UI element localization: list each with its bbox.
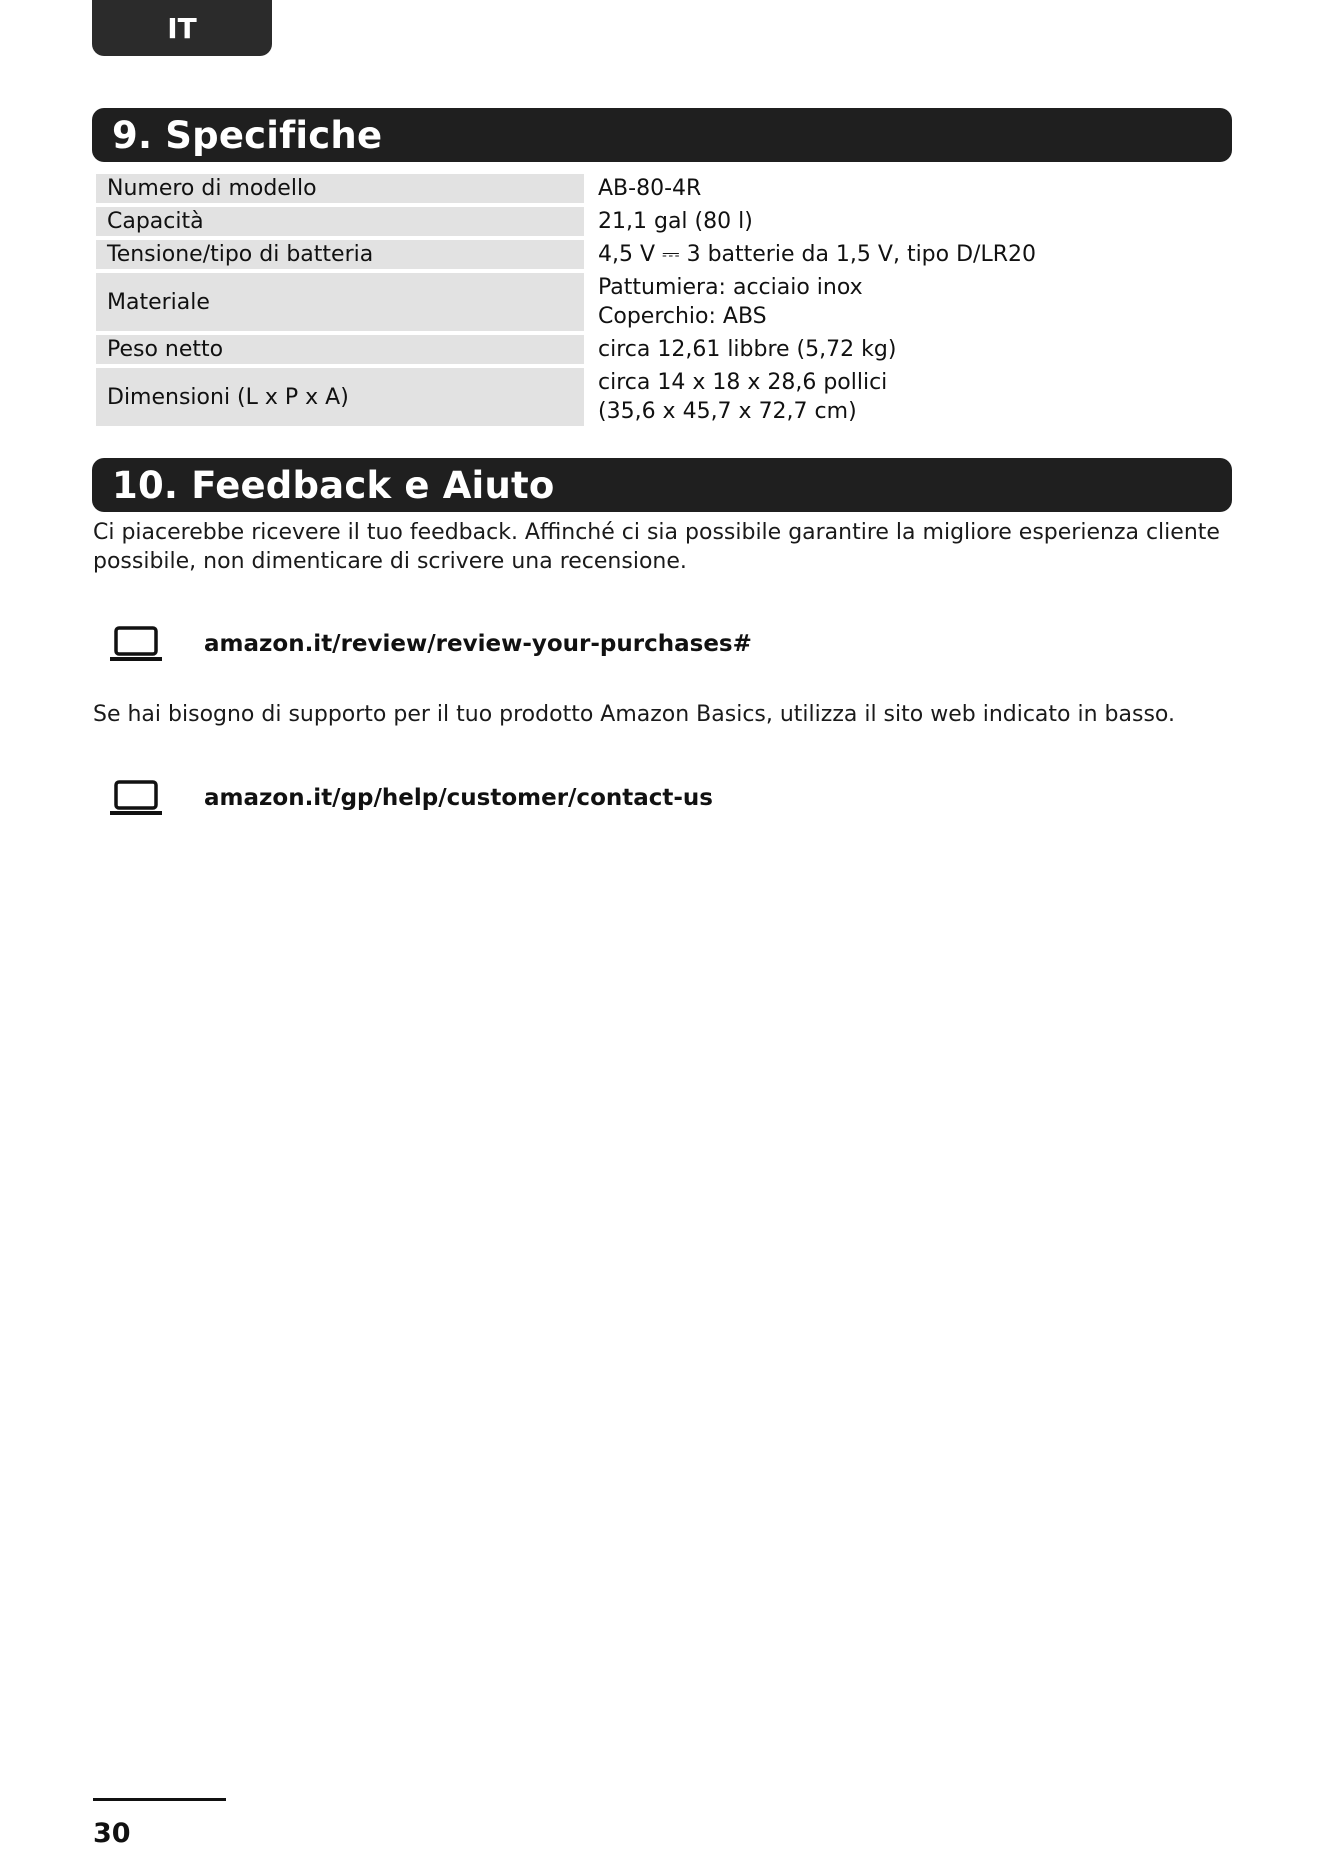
spec-label: Numero di modello (96, 174, 584, 203)
spec-row (96, 335, 1196, 364)
spec-value-line: AB-80-4R (598, 176, 702, 201)
spec-row (96, 174, 1196, 203)
spec-value (584, 240, 1196, 269)
spec-value-line: (35,6 x 45,7 x 72,7 cm) (598, 399, 857, 424)
feedback-intro-line-1: Ci piacerebbe ricevere il tuo feedback. Affinché ci sia possibile garantire la migliore esperienza cliente (93, 520, 1220, 545)
specifications-table (96, 170, 1196, 430)
feedback-intro-line-2: possibile, non dimenticare di scrivere una recensione. (93, 549, 687, 574)
support-text: Se hai bisogno di supporto per il tuo prodotto Amazon Basics, utilizza il sito web indicato in basso. (93, 702, 1175, 727)
spec-row (96, 368, 1196, 426)
spec-row (96, 273, 1196, 331)
section-10-heading: 10. Feedback e Aiuto (92, 458, 1232, 512)
spec-label: Tensione/tipo di batteria (96, 240, 584, 269)
spec-value-line: circa 14 x 18 x 28,6 pollici (598, 370, 888, 395)
spec-label: Materiale (96, 273, 584, 331)
spec-value (584, 273, 1196, 331)
spec-value-line: 4,5 V ⎓ 3 batterie da 1,5 V, tipo D/LR20 (598, 242, 1036, 267)
spec-value-line: 21,1 gal (80 l) (598, 209, 753, 234)
review-link[interactable]: amazon.it/review/review-your-purchases# (204, 631, 752, 657)
feedback-intro (93, 518, 1233, 576)
spec-row (96, 240, 1196, 269)
spec-value-line: Pattumiera: acciaio inox (598, 275, 863, 300)
support-link-row[interactable] (110, 780, 713, 816)
spec-value (584, 207, 1196, 236)
laptop-icon (110, 626, 162, 662)
spec-label: Peso netto (96, 335, 584, 364)
footer-rule (93, 1798, 226, 1801)
spec-value (584, 368, 1196, 426)
spec-value (584, 174, 1196, 203)
page-number: 30 (93, 1818, 131, 1849)
spec-value-line: circa 12,61 libbre (5,72 kg) (598, 337, 897, 362)
spec-value (584, 335, 1196, 364)
section-9-heading: 9. Specifiche (92, 108, 1232, 162)
language-tab: IT (92, 0, 272, 56)
support-link[interactable]: amazon.it/gp/help/customer/contact-us (204, 785, 713, 811)
spec-value-line: Coperchio: ABS (598, 304, 767, 329)
laptop-icon (110, 780, 162, 816)
spec-row (96, 207, 1196, 236)
review-link-row[interactable] (110, 626, 752, 662)
spec-label: Capacità (96, 207, 584, 236)
spec-label: Dimensioni (L x P x A) (96, 368, 584, 426)
